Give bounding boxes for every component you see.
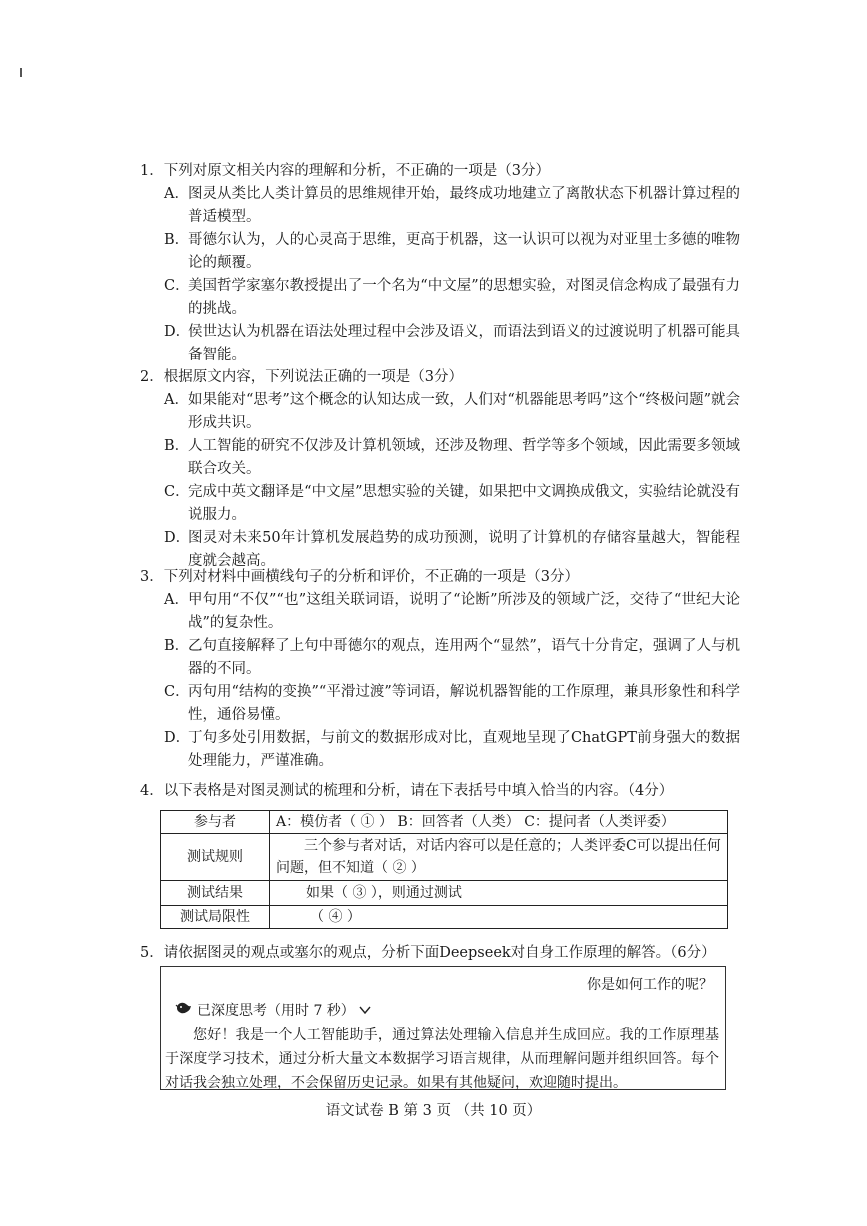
option-text: 甲句用“不仅”“也”这组关联词语，说明了“论断”所涉及的领域广泛，交待了“世纪大论战”的复杂性。 xyxy=(188,592,740,631)
table-row-head: 测试结果 xyxy=(161,881,270,906)
question-3 xyxy=(140,566,740,773)
option-letter: D． xyxy=(164,730,191,746)
table-row xyxy=(161,811,728,834)
table-cell: A：模仿者（ ① ） B：回答者（人类） C：提问者（人类评委） xyxy=(270,811,728,834)
option-letter: C． xyxy=(164,484,190,500)
table-cell: 如果（ ③ ），则通过测试 xyxy=(270,881,728,906)
question-stem: 5．请依据图灵的观点或塞尔的观点，分析下面Deepseek对自身工作原理的解答。（6分） xyxy=(140,945,716,961)
option-letter: B． xyxy=(164,438,190,454)
option-b xyxy=(164,435,740,481)
option-a xyxy=(164,183,740,229)
scan-speck xyxy=(20,68,22,77)
table-row xyxy=(161,906,728,929)
question-5 xyxy=(140,942,740,965)
option-b xyxy=(164,229,740,275)
option-letter: D． xyxy=(164,324,191,340)
question-stem: 3．下列对材料中画横线句子的分析和评价，不正确的一项是（3分） xyxy=(140,569,579,585)
page-footer: 语文试卷 B 第 3 页 （共 10 页） xyxy=(325,1103,542,1119)
question-stem: 4．以下表格是对图灵测试的梳理和分析，请在下表括号中填入恰当的内容。（4分） xyxy=(140,783,674,799)
option-text: 侯世达认为机器在语法处理过程中会涉及语义，而语法到语义的过渡说明了机器可能具备智能。 xyxy=(188,324,740,363)
option-text: 图灵对未来50年计算机发展趋势的成功预测，说明了计算机的存储容量越大，智能程度就会越高。 xyxy=(188,530,740,569)
option-letter: C． xyxy=(164,684,190,700)
option-letter: B． xyxy=(164,232,190,248)
chevron-down-icon[interactable] xyxy=(359,999,371,1023)
option-c xyxy=(164,481,740,527)
whale-logo-icon xyxy=(175,999,193,1023)
option-text: 图灵从类比人类计算员的思维规律开始，最终成功地建立了离散状态下机器计算过程的普适模型。 xyxy=(188,186,740,225)
option-letter: C． xyxy=(164,278,190,294)
option-letter: A． xyxy=(164,392,189,408)
question-4 xyxy=(140,780,740,803)
question-stem: 2．根据原文内容，下列说法正确的一项是（3分） xyxy=(140,369,463,385)
table-row-head: 测试规则 xyxy=(161,834,270,881)
table-row xyxy=(161,834,728,881)
option-text: 如果能对“思考”这个概念的认知达成一致，人们对“机器能思考吗”这个“终极问题”就会形成共识。 xyxy=(188,392,740,431)
user-message: 你是如何工作的呢？ xyxy=(587,977,713,993)
option-text: 哥德尔认为，人的心灵高于思维，更高于机器，这一认识可以视为对亚里士多德的唯物论的颠覆。 xyxy=(188,232,740,271)
table-cell: 三个参与者对话，对话内容可以是任意的；人类评委C可以提出任何问题，但不知道（ ② ） xyxy=(270,834,728,881)
thinking-label: 已深度思考（用时 7 秒） xyxy=(197,1003,355,1019)
question-stem: 1．下列对原文相关内容的理解和分析，不正确的一项是（3分） xyxy=(140,163,550,179)
option-d xyxy=(164,321,740,367)
table-cell: （ ④ ） xyxy=(270,906,728,929)
table-row xyxy=(161,881,728,906)
option-b xyxy=(164,635,740,681)
option-text: 人工智能的研究不仅涉及计算机领域，还涉及物理、哲学等多个领域，因此需要多领域联合攻关。 xyxy=(188,438,740,477)
option-text: 完成中英文翻译是“中文屋”思想实验的关键，如果把中文调换成俄文，实验结论就没有说服力。 xyxy=(188,484,740,523)
option-a xyxy=(164,389,740,435)
option-c xyxy=(164,681,740,727)
deepseek-chat-box xyxy=(160,966,726,1090)
option-letter: D． xyxy=(164,530,191,546)
option-letter: B． xyxy=(164,638,190,654)
option-text: 美国哲学家塞尔教授提出了一个名为“中文屋”的思想实验，对图灵信念构成了最强有力的挑战。 xyxy=(188,278,740,317)
option-text: 丙句用“结构的变换”“平滑过渡”等词语，解说机器智能的工作原理，兼具形象性和科学性，通俗易懂。 xyxy=(188,684,740,723)
option-c xyxy=(164,275,740,321)
thinking-indicator xyxy=(175,999,371,1023)
question-2 xyxy=(140,366,740,573)
option-letter: A． xyxy=(164,186,189,202)
option-a xyxy=(164,589,740,635)
option-letter: A． xyxy=(164,592,189,608)
option-text: 乙句直接解释了上句中哥德尔的观点，连用两个“显然”，语气十分肯定，强调了人与机器的不同。 xyxy=(188,638,740,677)
option-text: 丁句多处引用数据，与前文的数据形成对比，直观地呈现了ChatGPT前身强大的数据处理能力，严谨准确。 xyxy=(188,730,740,769)
table-row-head: 测试局限性 xyxy=(161,906,270,929)
assistant-answer: 您好！我是一个人工智能助手，通过算法处理输入信息并生成回应。我的工作原理基于深度学习技术，通过分析大量文本数据学习语言规律，从而理解问题并组织回答。每个对话我会独立处理，不会保留历史记录。如果有其他疑问，欢迎随时提出。 xyxy=(165,1027,719,1091)
turing-test-table xyxy=(160,810,728,929)
question-1 xyxy=(140,160,740,367)
option-d xyxy=(164,727,740,773)
table-row-head: 参与者 xyxy=(161,811,270,834)
